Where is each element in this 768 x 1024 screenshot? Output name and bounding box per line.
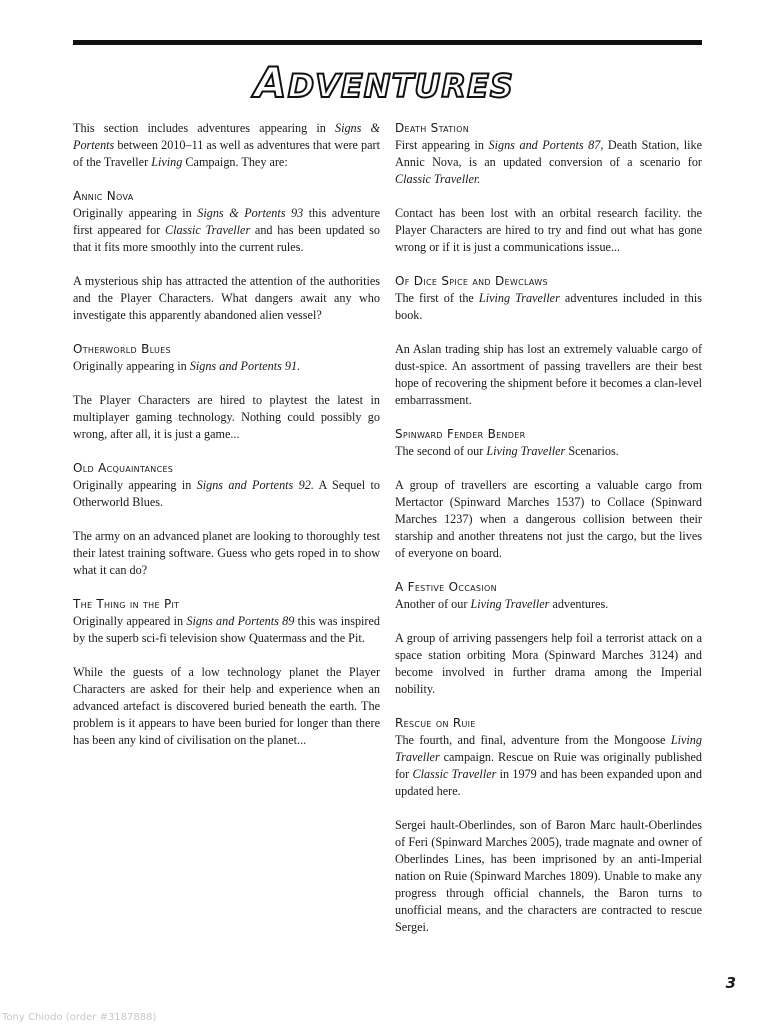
intro-section — [73, 120, 380, 171]
section-thing-in-the-pit — [73, 596, 380, 749]
section-title: Rescue on Ruie — [395, 716, 476, 730]
section-title: Of Dice Spice and Dewclaws — [395, 274, 548, 288]
intro-paragraph: This section includes adventures appearing in Signs & Portents between 2010–11 as well as adventures that were part of the Traveller Living Campaign. They are: — [73, 121, 380, 169]
section-title: Death Station — [395, 121, 470, 135]
section-spinward-fender-bender — [395, 426, 702, 562]
section-paragraph: Originally appearing in Signs and Portents 92. A Sequel to Otherworld Blues. — [73, 478, 381, 509]
section-paragraph: The second of our Living Traveller Scenarios. — [395, 444, 619, 458]
section-paragraph: A mysterious ship has attracted the attention of the authorities and the Player Characters. What dangers await any who investigate this apparently abandoned alien vessel? — [73, 274, 380, 322]
section-paragraph: Originally appearing in Signs & Portents 93 this adventure first appeared for Classic Traveller and has been updated so that it fits more smoothly into the current rules. — [73, 206, 380, 254]
section-paragraph: Another of our Living Traveller adventures. — [395, 597, 609, 611]
section-title: A Festive Occasion — [395, 580, 497, 594]
section-paragraph: The first of the Living Traveller adventures included in this book. — [395, 291, 702, 322]
section-paragraph: Originally appearing in Signs and Portents 91. — [73, 359, 301, 373]
section-annic-nova — [73, 188, 380, 324]
section-paragraph: A group of arriving passengers help foil a terrorist attack on a space station orbiting Mora (Spinward Marches 3124) and become involved in further drama among the Imperial nobility. — [395, 631, 702, 696]
section-paragraph: The army on an advanced planet are looking to thoroughly test their latest training software. Guess who gets roped in to show what it can do? — [73, 529, 380, 577]
section-paragraph: An Aslan trading ship has lost an extremely valuable cargo of dust-spice. An assortment of passing travellers are their best hope of recovering the shipment before it becomes a clan-level embarrassment. — [395, 342, 702, 407]
section-festive-occasion — [395, 579, 702, 698]
section-death-station — [395, 120, 702, 256]
page-number: 3 — [725, 974, 736, 992]
section-paragraph: First appearing in Signs and Portents 87, Death Station, like Annic Nova, is an updated conversion of a scenario for Classic Traveller. — [395, 138, 702, 186]
top-rule — [73, 40, 702, 45]
section-paragraph: A group of travellers are escorting a valuable cargo from Mertactor (Spinward Marches 1537) to Collace (Spinward Marches 1237) when a dangerous collision between their starship and another threatens not just the cargo, but the lives of everyone on board. — [395, 478, 702, 560]
section-paragraph: Contact has been lost with an orbital research facility. the Player Characters are hired to try and find out what has gone wrong or if it is just a communications issue... — [395, 206, 702, 254]
section-rescue-on-ruie — [395, 715, 702, 936]
section-title: Old Acquaintances — [73, 461, 174, 475]
section-title: Annic Nova — [73, 189, 134, 203]
page-title: ADVENTURES — [254, 58, 514, 107]
left-column — [73, 120, 380, 766]
section-paragraph: While the guests of a low technology planet the Player Characters are asked for their help and experience when an advanced artefact is discovered buried beneath the earth. The problem is it appears to have been buried for longer than there has been any kind of civilisation on the planet... — [73, 665, 380, 747]
section-paragraph: The fourth, and final, adventure from the Mongoose Living Traveller campaign. Rescue on Ruie was originally published for Classic Traveller in 1979 and has been expanded upon and updated here. — [395, 733, 702, 798]
section-title: Otherworld Blues — [73, 342, 171, 356]
section-old-acquaintances — [73, 460, 380, 579]
section-paragraph: Originally appeared in Signs and Portents 89 this was inspired by the superb sci-fi television show Quatermass and the Pit. — [73, 614, 380, 645]
section-otherworld-blues — [73, 341, 380, 443]
section-title: Spinward Fender Bender — [395, 427, 526, 441]
right-column — [395, 120, 702, 953]
section-paragraph: The Player Characters are hired to playtest the latest in multiplayer gaming technology. Nothing could possibly go wrong, after all, it is just a game... — [73, 393, 380, 441]
section-dice-spice-dewclaws — [395, 273, 702, 409]
section-title: The Thing in the Pit — [73, 597, 180, 611]
order-watermark: Tony Chiodo (order #3187888) — [2, 1012, 157, 1023]
section-paragraph: Sergei hault-Oberlindes, son of Baron Marc hault-Oberlindes of Feri (Spinward Marches 2005), trade magnate and owner of Oberlindes Lines, has been imprisoned by an anti-Imperial nation on Ruie (Spinward Marches 1809). Unable to make any progress through official channels, the Baron turns to unofficial means, and the characters are contracted to rescue Sergei. — [395, 818, 702, 934]
